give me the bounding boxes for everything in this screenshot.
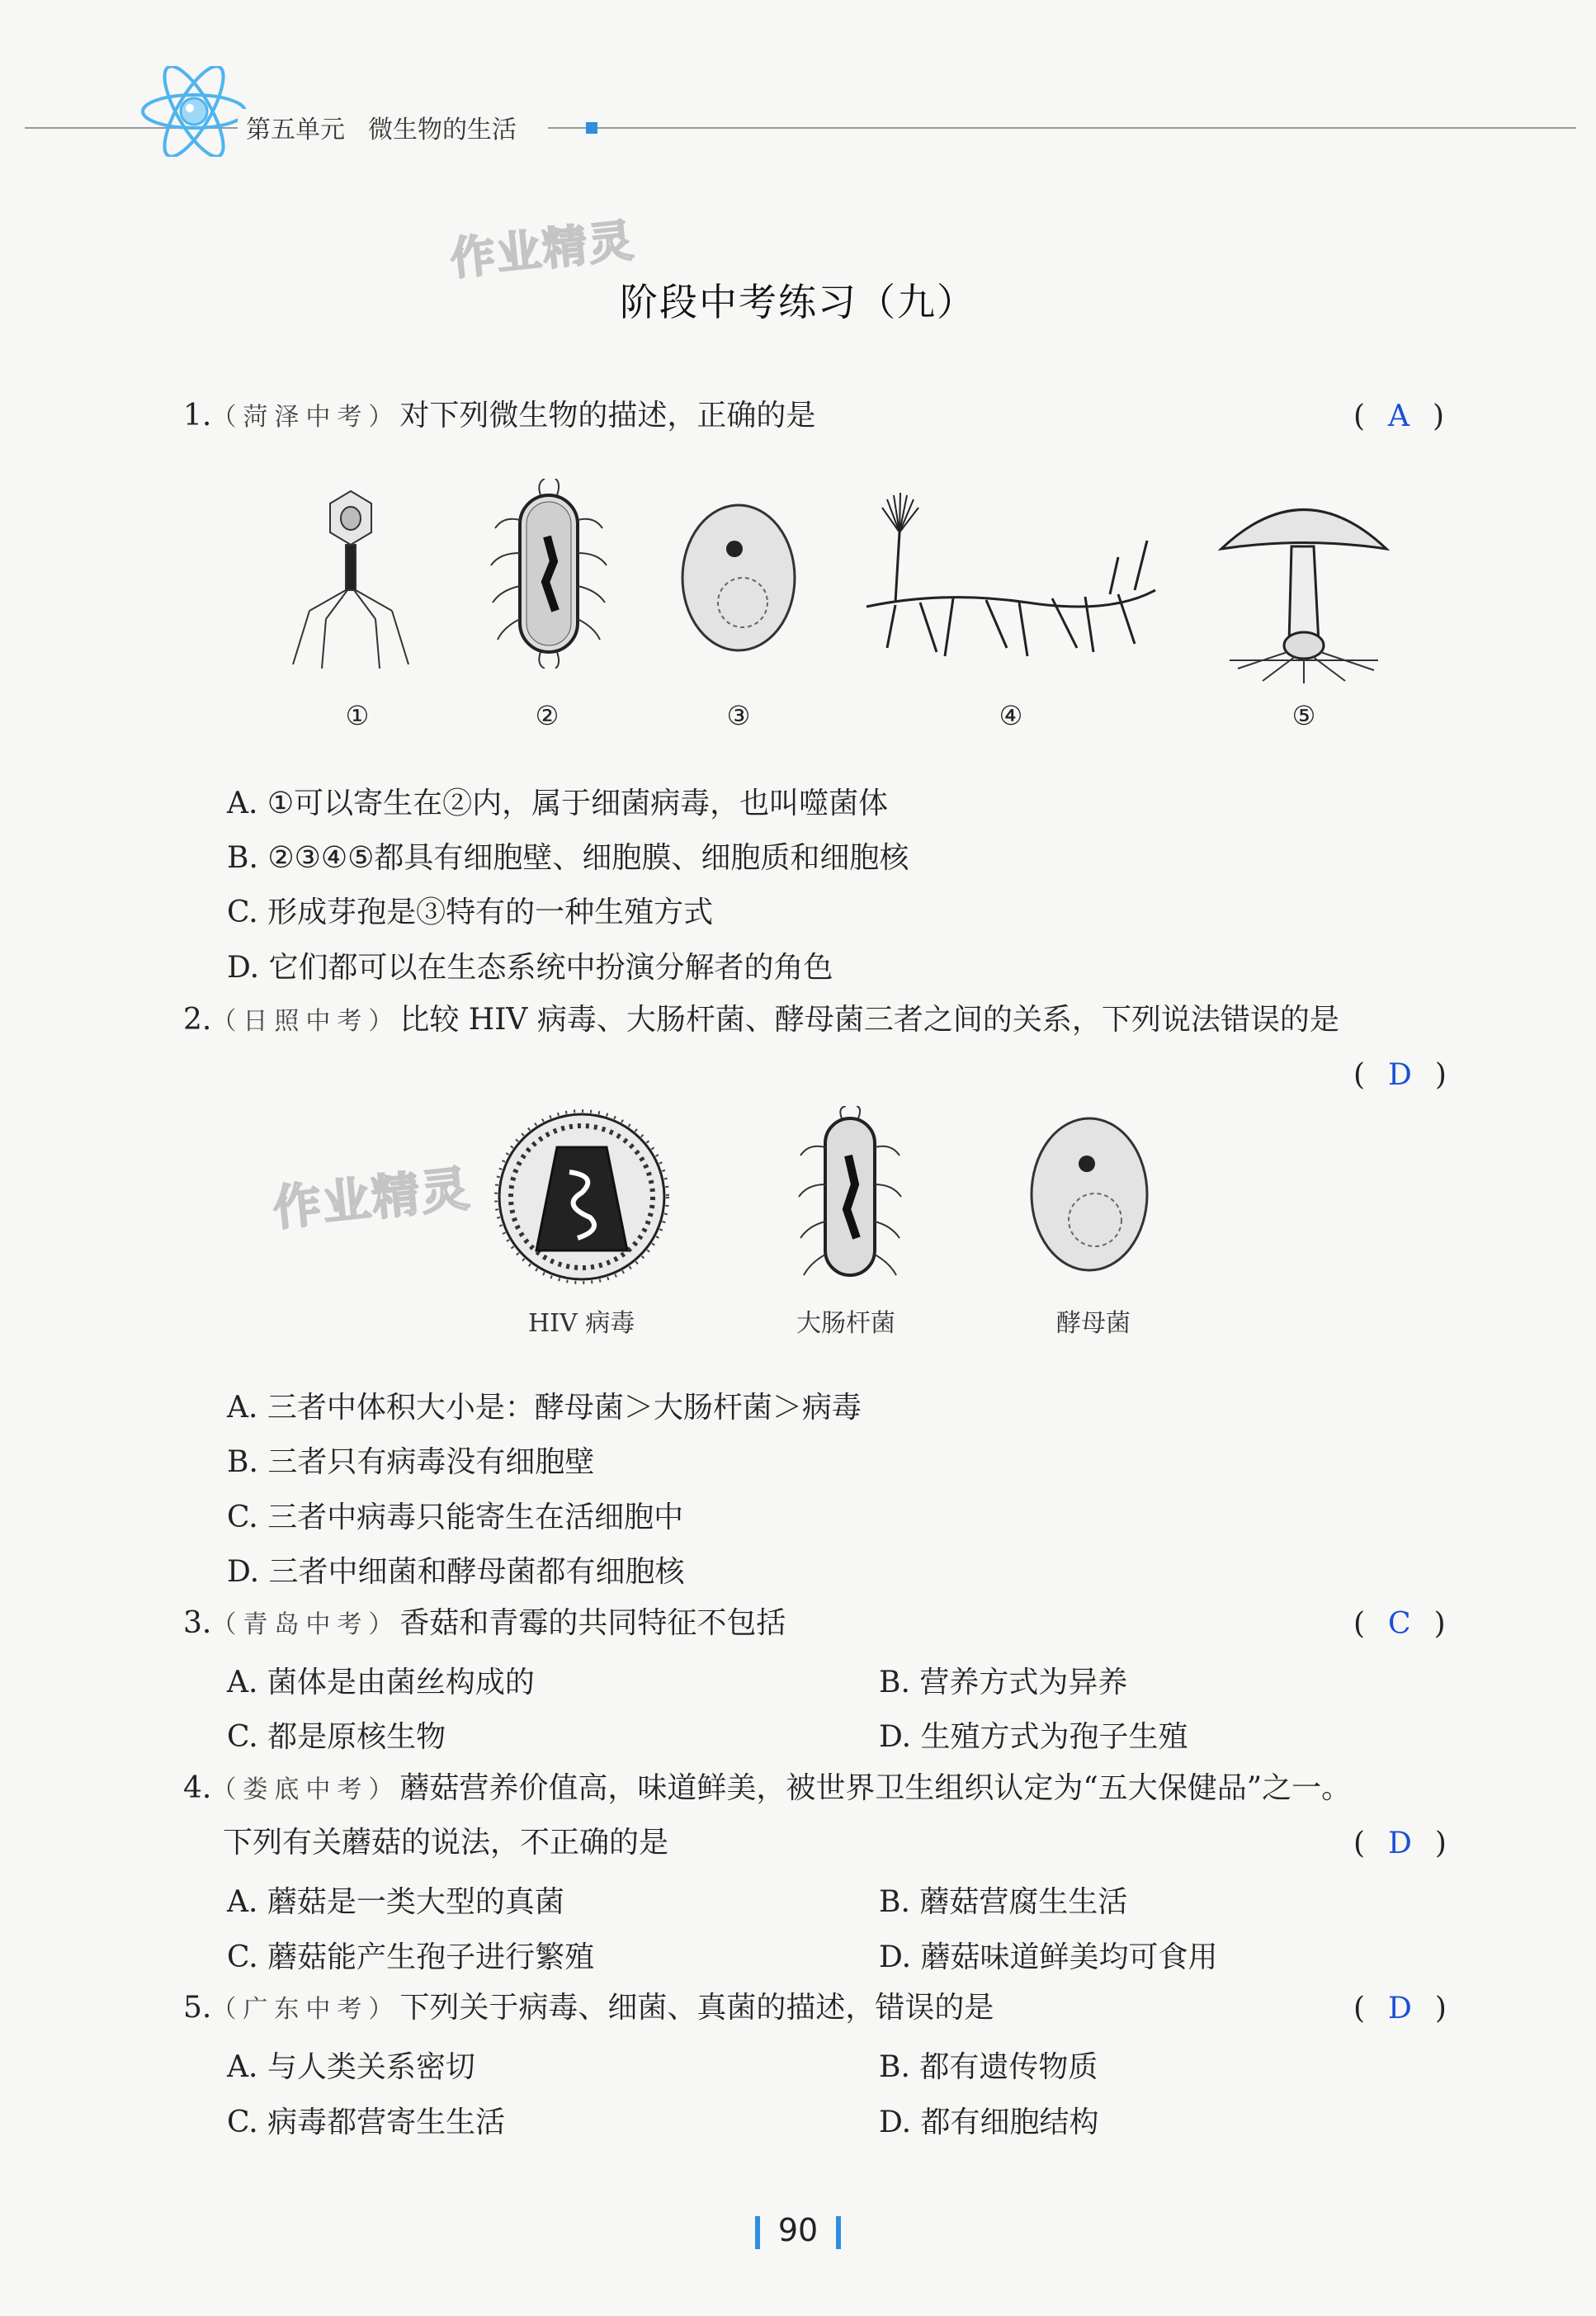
figure-label-5: ⑤ bbox=[1291, 700, 1316, 731]
question-3-stem: 3.（青岛中考）香菇和青霉的共同特征不包括 bbox=[183, 1606, 786, 1640]
yeast-figure bbox=[677, 499, 800, 656]
page-title: 阶段中考练习（九） bbox=[620, 280, 976, 324]
header-unit-title bbox=[238, 109, 548, 145]
question-4-stem: 4.（娄底中考）蘑菇营养价值高，味道鲜美，被世界卫生组织认定为“五大保健品”之一。 bbox=[183, 1771, 1352, 1805]
question-source: （青岛中考） bbox=[211, 1610, 400, 1639]
page-number-bar-left bbox=[755, 2216, 760, 2249]
question-2-option-b: B. 三者只有病毒没有细胞壁 bbox=[227, 1445, 595, 1479]
page-number: 90 bbox=[0, 2212, 1596, 2249]
question-2-option-a: A. 三者中体积大小是：酵母菌＞大肠杆菌＞病毒 bbox=[227, 1391, 862, 1425]
question-5-option-d: D. 都有细胞结构 bbox=[879, 2106, 1099, 2139]
question-1-option-b: B. ②③④⑤都具有细胞壁、细胞膜、细胞质和细胞核 bbox=[227, 841, 909, 875]
question-1-stem: 1.（菏泽中考）对下列微生物的描述，正确的是 bbox=[183, 399, 816, 432]
question-4-stem-line-2: 下列有关蘑菇的说法，不正确的是 bbox=[223, 1826, 669, 1860]
question-4-option-c: C. 蘑菇能产生孢子进行繁殖 bbox=[227, 1940, 595, 1974]
question-2-option-d: D. 三者中细菌和酵母菌都有细胞核 bbox=[227, 1555, 685, 1589]
figure-label-2: ② bbox=[535, 700, 560, 731]
question-source: （菏泽中考） bbox=[211, 403, 400, 432]
unit-label: 第五单元 bbox=[246, 116, 345, 144]
question-4-option-a: A. 蘑菇是一类大型的真菌 bbox=[227, 1885, 564, 1919]
question-5-option-b: B. 都有遗传物质 bbox=[879, 2050, 1098, 2084]
question-3-option-a: A. 菌体是由菌丝构成的 bbox=[227, 1666, 535, 1699]
figure-caption-yeast: 酵母菌 bbox=[1056, 1309, 1131, 1338]
ecoli-figure bbox=[792, 1106, 908, 1288]
figure-label-4: ④ bbox=[999, 700, 1023, 731]
question-2-option-c: C. 三者中病毒只能寄生在活细胞中 bbox=[227, 1501, 684, 1534]
question-3-option-c: C. 都是原核生物 bbox=[227, 1720, 446, 1754]
question-source: （广东中考） bbox=[211, 1995, 400, 2024]
question-4-answer: ( D ) bbox=[1353, 1827, 1447, 1860]
question-4-option-d: D. 蘑菇味道鲜美均可食用 bbox=[879, 1940, 1218, 1974]
mold-figure bbox=[862, 483, 1159, 669]
watermark: 作业精灵 bbox=[447, 214, 638, 286]
question-1-option-d: D. 它们都可以在生态系统中扮演分解者的角色 bbox=[227, 951, 833, 985]
question-3-option-b: B. 营养方式为异养 bbox=[879, 1666, 1128, 1699]
bacterium-figure bbox=[483, 479, 615, 669]
question-5-stem: 5.（广东中考）下列关于病毒、细菌、真菌的描述，错误的是 bbox=[183, 1991, 994, 2025]
question-3-option-d: D. 生殖方式为孢子生殖 bbox=[879, 1720, 1188, 1754]
question-3-answer: ( C ) bbox=[1353, 1607, 1446, 1641]
watermark: 作业精灵 bbox=[270, 1160, 474, 1237]
question-source: （日照中考） bbox=[211, 1007, 400, 1036]
figure-label-1: ① bbox=[345, 700, 370, 731]
question-1-option-c: C. 形成芽孢是③特有的一种生殖方式 bbox=[227, 896, 714, 929]
mushroom-figure bbox=[1213, 487, 1395, 685]
phage-figure bbox=[276, 487, 425, 669]
page-number-bar-right bbox=[836, 2216, 841, 2249]
question-5-option-c: C. 病毒都营寄生生活 bbox=[227, 2106, 506, 2139]
question-5-option-a: A. 与人类关系密切 bbox=[227, 2050, 475, 2084]
figure-label-3: ③ bbox=[726, 700, 751, 731]
question-4-option-b: B. 蘑菇营腐生生活 bbox=[879, 1885, 1128, 1919]
question-2-stem: 2.（日照中考）比较 HIV 病毒、大肠杆菌、酵母菌三者之间的关系，下列说法错误的是 bbox=[183, 1003, 1339, 1037]
question-2-answer: ( D ) bbox=[1353, 1058, 1447, 1092]
page-header bbox=[25, 91, 1576, 157]
figure-caption-hiv: HIV 病毒 bbox=[528, 1309, 635, 1338]
header-square-mark bbox=[586, 122, 597, 134]
question-5-answer: ( D ) bbox=[1353, 1992, 1447, 2025]
hiv-virus-figure bbox=[491, 1106, 673, 1288]
chapter-label: 微生物的生活 bbox=[368, 116, 517, 144]
question-source: （娄底中考） bbox=[211, 1775, 400, 1804]
question-1-option-a: A. ①可以寄生在②内，属于细菌病毒，也叫噬菌体 bbox=[227, 787, 889, 820]
figure-caption-ecoli: 大肠杆菌 bbox=[796, 1309, 895, 1338]
question-1-answer: ( A ) bbox=[1353, 399, 1445, 433]
yeast-figure-2 bbox=[1027, 1114, 1151, 1275]
